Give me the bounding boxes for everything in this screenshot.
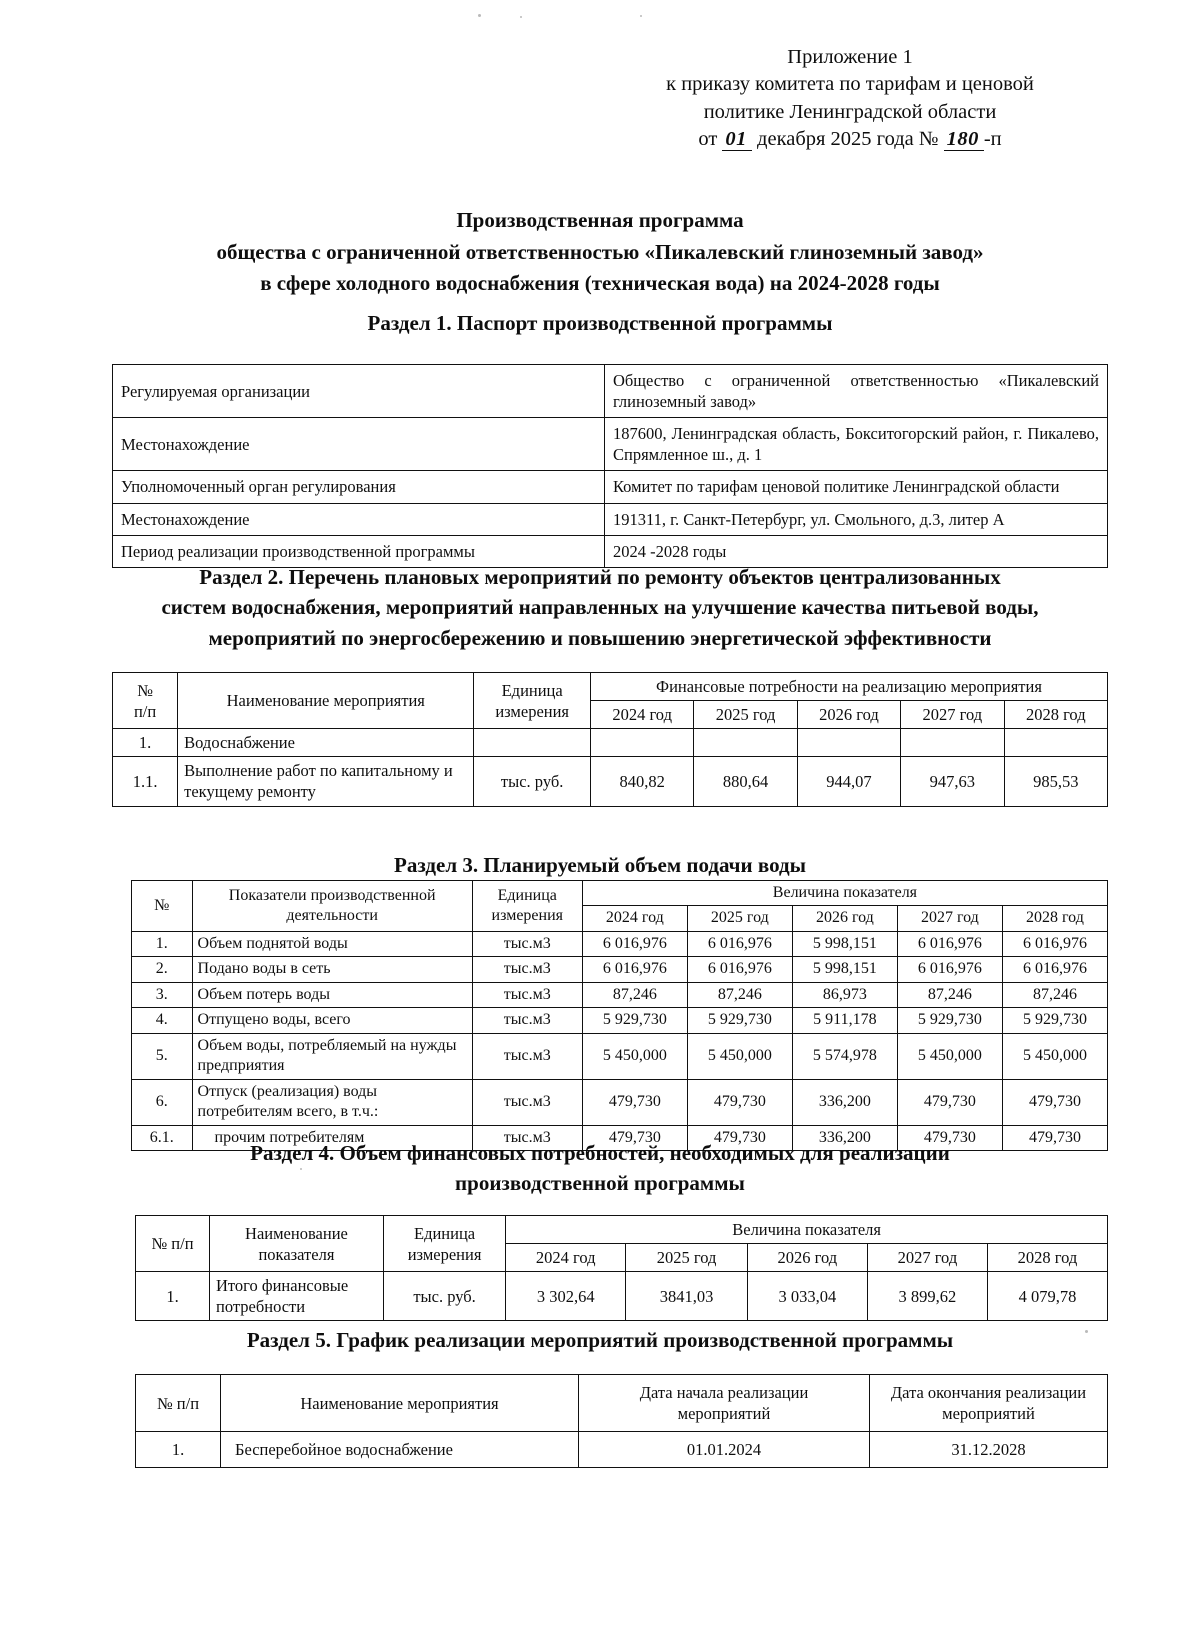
indicator-name: Объем поднятой воды xyxy=(192,931,472,956)
indicator-value: 6 016,976 xyxy=(897,931,1002,956)
measure-value: 985,53 xyxy=(1004,757,1107,806)
indicator-unit: тыс.м3 xyxy=(472,982,582,1007)
column-header-name-line1: Показатели производственной xyxy=(228,886,436,904)
indicator-value: 87,246 xyxy=(582,982,687,1007)
section-4-heading-line-2: производственной программы xyxy=(455,1171,745,1196)
financial-needs-table xyxy=(135,1215,1108,1321)
table-header-row xyxy=(136,1375,1108,1432)
row-number: 2. xyxy=(132,957,193,982)
indicator-name: Объем потерь воды xyxy=(192,982,472,1007)
column-header-unit-line2: измерения xyxy=(491,906,564,924)
indicator-value: 3 302,64 xyxy=(506,1272,626,1321)
column-header-year: 2027 год xyxy=(901,701,1004,729)
column-header-year: 2026 год xyxy=(797,701,900,729)
row-number: 1.1. xyxy=(113,757,178,806)
column-header-year: 2024 год xyxy=(590,701,693,729)
indicator-value: 5 929,730 xyxy=(897,1008,1002,1033)
indicator-unit: тыс.м3 xyxy=(472,1079,582,1125)
passport-value: 187600, Ленинградская область, Бокситогорский район, г. Пикалево, Спрямленное ш., д. 1 xyxy=(605,418,1108,471)
indicator-value: 6 016,976 xyxy=(687,931,792,956)
section-2-heading xyxy=(0,562,1200,653)
row-number: 4. xyxy=(132,1008,193,1033)
column-header-year: 2025 год xyxy=(626,1244,748,1272)
table-row xyxy=(113,418,1108,471)
indicator-value: 5 450,000 xyxy=(897,1033,1002,1079)
indicator-name: Подано воды в сеть xyxy=(192,957,472,982)
section-5-heading: Раздел 5. График реализации мероприятий производственной программы xyxy=(246,1328,954,1352)
table-row xyxy=(113,503,1108,535)
indicator-value: 3841,03 xyxy=(626,1272,748,1321)
column-header-year: 2028 год xyxy=(1004,701,1107,729)
column-header-start-date-line2: мероприятий xyxy=(677,1404,771,1424)
table-header-row xyxy=(132,881,1108,906)
indicator-value: 6 016,976 xyxy=(1002,931,1107,956)
indicator-value: 479,730 xyxy=(687,1079,792,1125)
indicator-name: Отпуск (реализация) воды потребителям всего, в т.ч.: xyxy=(192,1079,472,1125)
table-row xyxy=(132,982,1108,1007)
measure-value xyxy=(590,729,693,757)
passport-label: Период реализации производственной программы xyxy=(113,535,605,567)
table-row xyxy=(136,1432,1108,1468)
column-header-year: 2025 год xyxy=(687,906,792,931)
measure-value: 944,07 xyxy=(797,757,900,806)
order-reference-line-1: к приказу комитета по тарифам и ценовой xyxy=(666,73,1034,96)
column-header-year: 2027 год xyxy=(867,1244,987,1272)
indicator-value: 6 016,976 xyxy=(687,957,792,982)
indicator-value: 6 016,976 xyxy=(582,931,687,956)
column-header-year: 2025 год xyxy=(694,701,797,729)
indicator-unit: тыс.м3 xyxy=(472,957,582,982)
title-line-1: Производственная программа xyxy=(456,208,744,232)
measure-name: Выполнение работ по капитальному и текущему ремонту xyxy=(178,757,474,806)
indicator-value: 479,730 xyxy=(1002,1079,1107,1125)
column-header-end-date xyxy=(870,1375,1108,1432)
section-2-heading-line-1: Раздел 2. Перечень плановых мероприятий по ремонту объектов централизованных xyxy=(199,565,1001,589)
appendix-number: Приложение 1 xyxy=(787,46,913,68)
section-2-heading-line-2: систем водоснабжения, мероприятий направленных на улучшение качества питьевой воды, xyxy=(161,595,1039,620)
title-line-2: общества с ограниченной ответственностью «Пикалевский глиноземный завод» xyxy=(216,239,984,264)
indicator-value: 479,730 xyxy=(687,1125,792,1150)
indicator-unit: тыс. руб. xyxy=(383,1272,505,1321)
column-header-group: Величина показателя xyxy=(506,1216,1108,1244)
row-number: 1. xyxy=(136,1272,210,1321)
indicator-value: 87,246 xyxy=(1002,982,1107,1007)
start-date: 01.01.2024 xyxy=(579,1432,870,1468)
measure-value: 947,63 xyxy=(901,757,1004,806)
indicator-value: 5 450,000 xyxy=(1002,1033,1107,1079)
indicator-value: 479,730 xyxy=(897,1079,1002,1125)
table-row xyxy=(113,471,1108,503)
column-header-name xyxy=(210,1216,384,1272)
table-row xyxy=(132,1008,1108,1033)
indicator-value: 6 016,976 xyxy=(582,957,687,982)
column-header-year: 2024 год xyxy=(582,906,687,931)
indicator-value: 5 998,151 xyxy=(792,957,897,982)
indicator-unit: тыс.м3 xyxy=(472,1008,582,1033)
column-header-unit-line2: измерения xyxy=(407,1244,482,1264)
row-number: 1. xyxy=(136,1432,221,1468)
column-header-unit xyxy=(474,673,591,729)
column-header-name-line1: Наименование xyxy=(245,1223,348,1243)
row-number: 6.1. xyxy=(132,1125,193,1150)
table-row xyxy=(136,1272,1108,1321)
column-header-end-date-line2: мероприятий xyxy=(942,1404,1035,1424)
section-4-heading xyxy=(0,1138,1200,1199)
schedule-table xyxy=(135,1374,1108,1468)
column-header-year: 2026 год xyxy=(747,1244,867,1272)
table-header-row xyxy=(136,1216,1108,1244)
indicator-value: 5 929,730 xyxy=(1002,1008,1107,1033)
column-header-group: Финансовые потребности на реализацию мероприятия xyxy=(590,673,1107,701)
row-number: 3. xyxy=(132,982,193,1007)
measure-name: Водоснабжение xyxy=(178,729,474,757)
date-prefix: от xyxy=(698,127,718,150)
passport-value: Комитет по тарифам ценовой политике Ленинградской области xyxy=(605,471,1108,503)
column-header-group: Величина показателя xyxy=(582,881,1107,906)
section-2-heading-line-3: мероприятий по энергосбережению и повышению энергетической эффективности xyxy=(208,625,992,650)
table-row xyxy=(132,1079,1108,1125)
date-middle: декабря 2025 года № xyxy=(757,127,939,150)
indicator-value: 5 911,178 xyxy=(792,1008,897,1033)
column-header-year: 2027 год xyxy=(897,906,1002,931)
indicator-value: 479,730 xyxy=(897,1125,1002,1150)
column-header-start-date-line1: Дата начала реализации xyxy=(639,1383,809,1402)
passport-table xyxy=(112,364,1108,568)
row-number: 1. xyxy=(132,931,193,956)
passport-label: Уполномоченный орган регулирования xyxy=(113,471,605,503)
indicator-value: 4 079,78 xyxy=(987,1272,1107,1321)
indicator-value: 3 899,62 xyxy=(867,1272,987,1321)
indicator-unit: тыс.м3 xyxy=(472,931,582,956)
indicator-value: 336,200 xyxy=(792,1125,897,1150)
column-header-number: № п/п xyxy=(136,1375,221,1432)
section-3-heading: Раздел 3. Планируемый объем подачи воды xyxy=(394,853,806,877)
indicator-value: 87,246 xyxy=(897,982,1002,1007)
measure-value: 840,82 xyxy=(590,757,693,806)
column-header-name xyxy=(192,881,472,932)
column-header-name-line2: показателя xyxy=(258,1244,335,1264)
end-date: 31.12.2028 xyxy=(870,1432,1108,1468)
column-header-unit xyxy=(383,1216,505,1272)
column-header-number-line1: № xyxy=(137,680,153,700)
column-header-unit xyxy=(472,881,582,932)
indicator-name: Отпущено воды, всего xyxy=(192,1008,472,1033)
section-1-heading: Раздел 1. Паспорт производственной программы xyxy=(367,311,833,335)
handwritten-order-number: 180 xyxy=(944,128,984,151)
column-header-number: № xyxy=(132,881,193,932)
indicator-value: 5 998,151 xyxy=(792,931,897,956)
handwritten-day: 01 xyxy=(722,128,752,151)
measure-value xyxy=(1004,729,1107,757)
column-header-number xyxy=(113,673,178,729)
row-number: 6. xyxy=(132,1079,193,1125)
column-header-unit-line1: Единица xyxy=(414,1223,476,1243)
column-header-name-line2: деятельности xyxy=(286,906,378,924)
section-4-heading-line-1: Раздел 4. Объем финансовых потребностей, необходимых для реализации xyxy=(250,1141,950,1165)
indicator-value: 5 574,978 xyxy=(792,1033,897,1079)
row-number: 1. xyxy=(113,729,178,757)
passport-value: Общество с ограниченной ответственностью «Пикалевский глиноземный завод» xyxy=(605,365,1108,418)
passport-label: Местонахождение xyxy=(113,418,605,471)
measure-value xyxy=(797,729,900,757)
column-header-year: 2024 год xyxy=(506,1244,626,1272)
measure-value xyxy=(694,729,797,757)
order-reference-line-2: политике Ленинградской области xyxy=(703,100,997,123)
indicator-value: 86,973 xyxy=(792,982,897,1007)
indicator-value: 336,200 xyxy=(792,1079,897,1125)
column-header-name: Наименование мероприятия xyxy=(221,1375,579,1432)
passport-label: Регулируемая организации xyxy=(113,365,605,418)
column-header-number-line2: п/п xyxy=(133,701,157,721)
measures-table xyxy=(112,672,1108,807)
indicator-value: 479,730 xyxy=(582,1079,687,1125)
passport-label: Местонахождение xyxy=(113,503,605,535)
column-header-number: № п/п xyxy=(136,1216,210,1272)
indicator-value: 5 929,730 xyxy=(582,1008,687,1033)
indicator-value: 87,246 xyxy=(687,982,792,1007)
measure-unit xyxy=(474,729,591,757)
indicator-value: 6 016,976 xyxy=(897,957,1002,982)
indicator-unit: тыс.м3 xyxy=(472,1033,582,1079)
measure-name: Бесперебойное водоснабжение xyxy=(221,1432,579,1468)
indicator-name: прочим потребителям xyxy=(192,1125,472,1150)
order-date-line xyxy=(600,126,1100,153)
table-row xyxy=(132,1033,1108,1079)
column-header-year: 2028 год xyxy=(1002,906,1107,931)
indicator-value: 5 450,000 xyxy=(687,1033,792,1079)
column-header-unit-line2: измерения xyxy=(495,701,570,721)
order-suffix: -п xyxy=(983,127,1002,150)
column-header-year: 2026 год xyxy=(792,906,897,931)
measure-unit: тыс. руб. xyxy=(474,757,591,806)
scan-speckle xyxy=(520,16,522,18)
water-volume-table xyxy=(131,880,1108,1151)
indicator-name: Итого финансовые потребности xyxy=(210,1272,384,1321)
indicator-value: 479,730 xyxy=(1002,1125,1107,1150)
indicator-unit: тыс.м3 xyxy=(472,1125,582,1150)
column-header-unit-line1: Единица xyxy=(501,680,563,700)
indicator-value: 5 450,000 xyxy=(582,1033,687,1079)
table-row xyxy=(132,957,1108,982)
indicator-value: 5 929,730 xyxy=(687,1008,792,1033)
indicator-value: 6 016,976 xyxy=(1002,957,1107,982)
measure-value xyxy=(901,729,1004,757)
row-number: 5. xyxy=(132,1033,193,1079)
measure-value: 880,64 xyxy=(694,757,797,806)
table-row xyxy=(113,757,1108,806)
column-header-name: Наименование мероприятия xyxy=(178,673,474,729)
passport-value: 191311, г. Санкт-Петербург, ул. Смольного, д.3, литер А xyxy=(605,503,1108,535)
column-header-year: 2028 год xyxy=(987,1244,1107,1272)
column-header-end-date-line1: Дата окончания реализации xyxy=(890,1383,1087,1402)
indicator-value: 3 033,04 xyxy=(747,1272,867,1321)
column-header-unit-line1: Единица xyxy=(497,886,557,904)
indicator-value: 479,730 xyxy=(582,1125,687,1150)
indicator-name: Объем воды, потребляемый на нужды предприятия xyxy=(192,1033,472,1079)
document-title xyxy=(0,205,1200,300)
scan-speckle xyxy=(640,15,642,17)
table-row xyxy=(113,729,1108,757)
table-row xyxy=(132,931,1108,956)
document-header xyxy=(600,44,1100,153)
title-line-3: в сфере холодного водоснабжения (техническая вода) на 2024-2028 годы xyxy=(260,271,940,295)
table-row xyxy=(113,365,1108,418)
column-header-start-date xyxy=(579,1375,870,1432)
table-header-row xyxy=(113,673,1108,701)
passport-value: 2024 -2028 годы xyxy=(605,535,1108,567)
scan-speckle xyxy=(478,14,481,17)
